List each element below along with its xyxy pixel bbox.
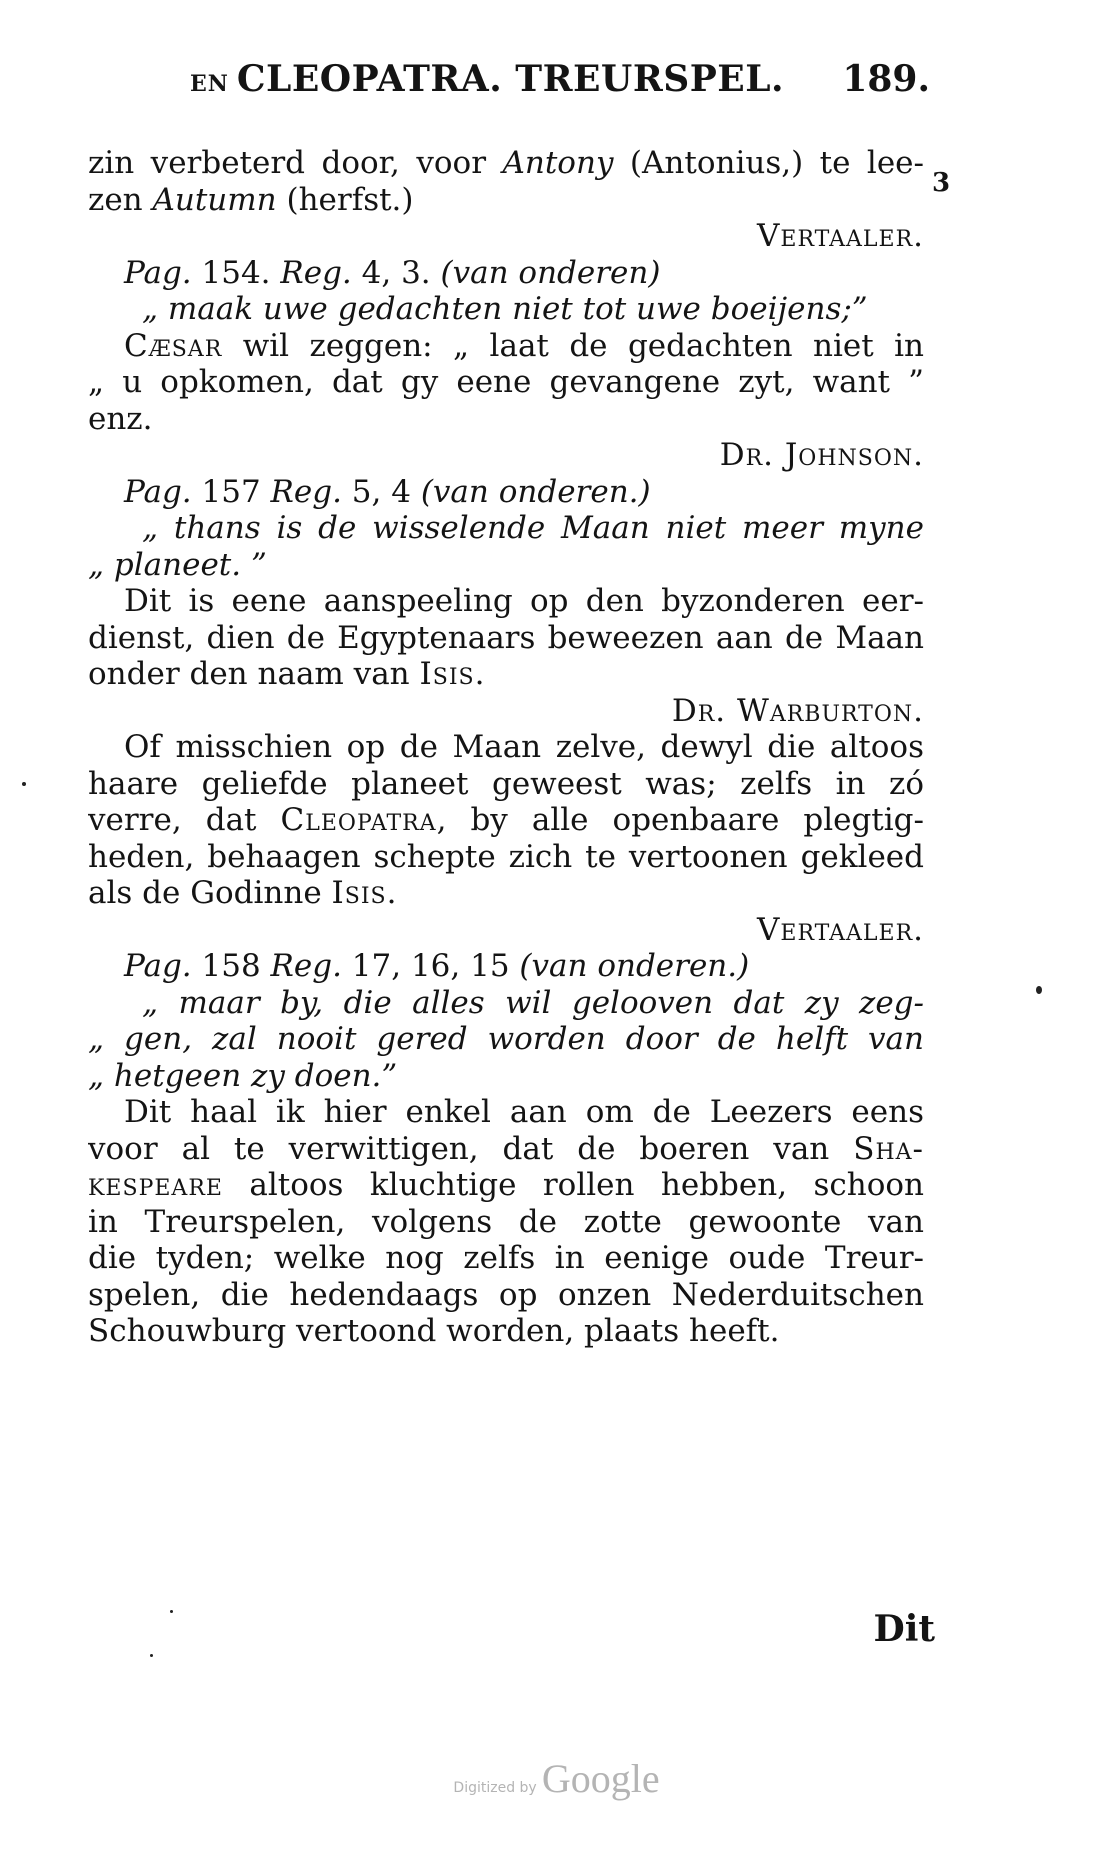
text-run: Autumn: [152, 181, 277, 218]
text-run: (van onderen): [440, 254, 661, 291]
text-line: [88, 182, 924, 219]
text-run: zen: [88, 181, 153, 218]
text-run: Dit is eene aanspeeling op den byzonderen eer-: [124, 583, 924, 619]
text-run: 158: [191, 948, 271, 984]
text-run: onder den naam van: [88, 656, 420, 692]
text-line: [88, 218, 924, 255]
text-line: [88, 1313, 924, 1350]
text-line: [88, 291, 924, 328]
text-run: Sha-: [853, 1130, 924, 1167]
text-line: [88, 1204, 924, 1241]
text-run: Reg.: [280, 254, 352, 291]
text-line: [88, 802, 924, 839]
text-run: verre, dat: [88, 802, 281, 838]
margin-mark: 3: [932, 168, 951, 198]
text-line: [88, 656, 924, 693]
text-line: [88, 328, 924, 365]
text-run: heden, behaagen schepte zich te vertoonen gekleed: [88, 838, 924, 875]
running-title-text: CLEOPATRA. TREURSPEL.: [236, 58, 785, 100]
text-run: , by alle openbaare plegtig-: [436, 802, 924, 838]
text-run: altoos kluchtige rollen hebben, schoon: [222, 1167, 924, 1203]
text-run: enz.: [88, 400, 153, 437]
ink-speck: [22, 782, 26, 786]
text-run: Of misschien op de Maan zelve, dewyl die altoos: [124, 729, 924, 765]
text-run: Cæsar: [124, 327, 223, 364]
text-run: 4, 3.: [351, 254, 441, 291]
text-run: kespeare: [88, 1167, 223, 1203]
text-line: [88, 510, 924, 547]
text-run: (van onderen.): [519, 948, 750, 984]
digitized-by-watermark: [0, 1755, 1113, 1802]
text-run: (herfst.): [276, 181, 414, 218]
text-line: [88, 1277, 924, 1314]
text-run: „ maar by, die alles wil gelooven dat zy zeg-: [142, 984, 924, 1021]
text-run: Pag.: [124, 254, 192, 291]
digitized-prefix: Digitized by: [453, 1780, 537, 1796]
text-run: 157: [191, 473, 271, 510]
running-title-prefix: EN: [190, 71, 229, 97]
text-line: [88, 729, 924, 766]
ink-speck: [170, 1610, 173, 1613]
text-run: Dit haal ik hier enkel aan om de Leezers eens: [124, 1094, 924, 1130]
text-line: [88, 839, 924, 876]
text-line: [88, 985, 924, 1022]
text-line: [88, 437, 924, 474]
text-run: „ maak uwe gedachten niet tot uwe boeijens;”: [142, 291, 868, 327]
text-run: (Antonius,) te lee-: [613, 145, 924, 181]
text-run: spelen, die hedendaags op onzen Nederduitschen: [88, 1276, 924, 1313]
running-title: [190, 58, 784, 100]
text-run: Antony: [502, 145, 614, 181]
text-run: Vertaaler.: [757, 218, 924, 254]
text-run: Reg.: [270, 948, 342, 984]
text-run: 17, 16, 15: [341, 948, 520, 984]
text-line: [88, 1094, 924, 1131]
text-run: 154.: [191, 254, 281, 291]
text-line: [88, 1167, 924, 1204]
text-line: [88, 620, 924, 657]
catchword: Dit: [873, 1608, 935, 1650]
text-run: Dr. Johnson.: [719, 437, 924, 473]
text-run: Pag.: [124, 948, 192, 984]
text-line: [88, 693, 924, 730]
text-run: (van onderen.): [420, 473, 651, 510]
text-line: [88, 474, 924, 511]
text-run: „ thans is de wisselende Maan niet meer myne: [142, 510, 924, 546]
text-run: voor al te verwittigen, dat de boeren van: [88, 1130, 854, 1167]
text-line: [88, 401, 924, 438]
text-run: Isis.: [331, 875, 398, 911]
page-number: 189.: [842, 58, 930, 100]
text-line: [88, 364, 924, 401]
text-line: [88, 948, 924, 985]
text-run: „ gen, zal nooit gered worden door de helft van: [88, 1021, 924, 1057]
text-run: haare geliefde planeet geweest was; zelfs in zó: [88, 765, 924, 802]
text-run: zin verbeterd door, voor: [88, 145, 503, 181]
text-run: Schouwburg vertoond worden, plaats heeft.: [88, 1313, 780, 1349]
text-line: [88, 1240, 924, 1277]
text-run: „ planeet. ”: [88, 546, 267, 583]
running-header: [190, 58, 950, 102]
text-line: [88, 1131, 924, 1168]
text-run: Isis.: [419, 656, 486, 692]
text-run: als de Godinne: [88, 875, 332, 911]
text-run: 5, 4: [341, 473, 421, 510]
text-line: [88, 583, 924, 620]
text-line: [88, 255, 924, 292]
text-run: Vertaaler.: [757, 911, 924, 948]
ink-speck: [150, 1654, 153, 1657]
text-run: in Treurspelen, volgens de zotte gewoonte van: [88, 1203, 924, 1240]
text-run: wil zeggen: „ laat de gedachten niet in: [222, 327, 924, 364]
text-line: [88, 912, 924, 949]
text-line: [88, 145, 924, 182]
text-line: [88, 1058, 924, 1095]
text-run: die tyden; welke nog zelfs in eenige oude Treur-: [88, 1240, 924, 1276]
text-run: „ u opkomen, dat gy eene gevangene zyt, want ”: [88, 364, 924, 400]
body-text: [88, 145, 924, 1350]
google-logo: Google: [541, 1756, 660, 1801]
text-run: Dr. Warburton.: [671, 692, 924, 729]
ink-speck: [1036, 986, 1042, 994]
text-line: [88, 547, 924, 584]
text-run: „ hetgeen zy doen.”: [88, 1057, 398, 1094]
text-run: dienst, dien de Egyptenaars beweezen aan de Maan: [88, 619, 924, 656]
text-run: Cleopatra: [280, 802, 437, 838]
text-run: Reg.: [270, 473, 342, 510]
text-run: Pag.: [124, 473, 192, 510]
text-line: [88, 766, 924, 803]
text-line: [88, 1021, 924, 1058]
text-line: [88, 875, 924, 912]
